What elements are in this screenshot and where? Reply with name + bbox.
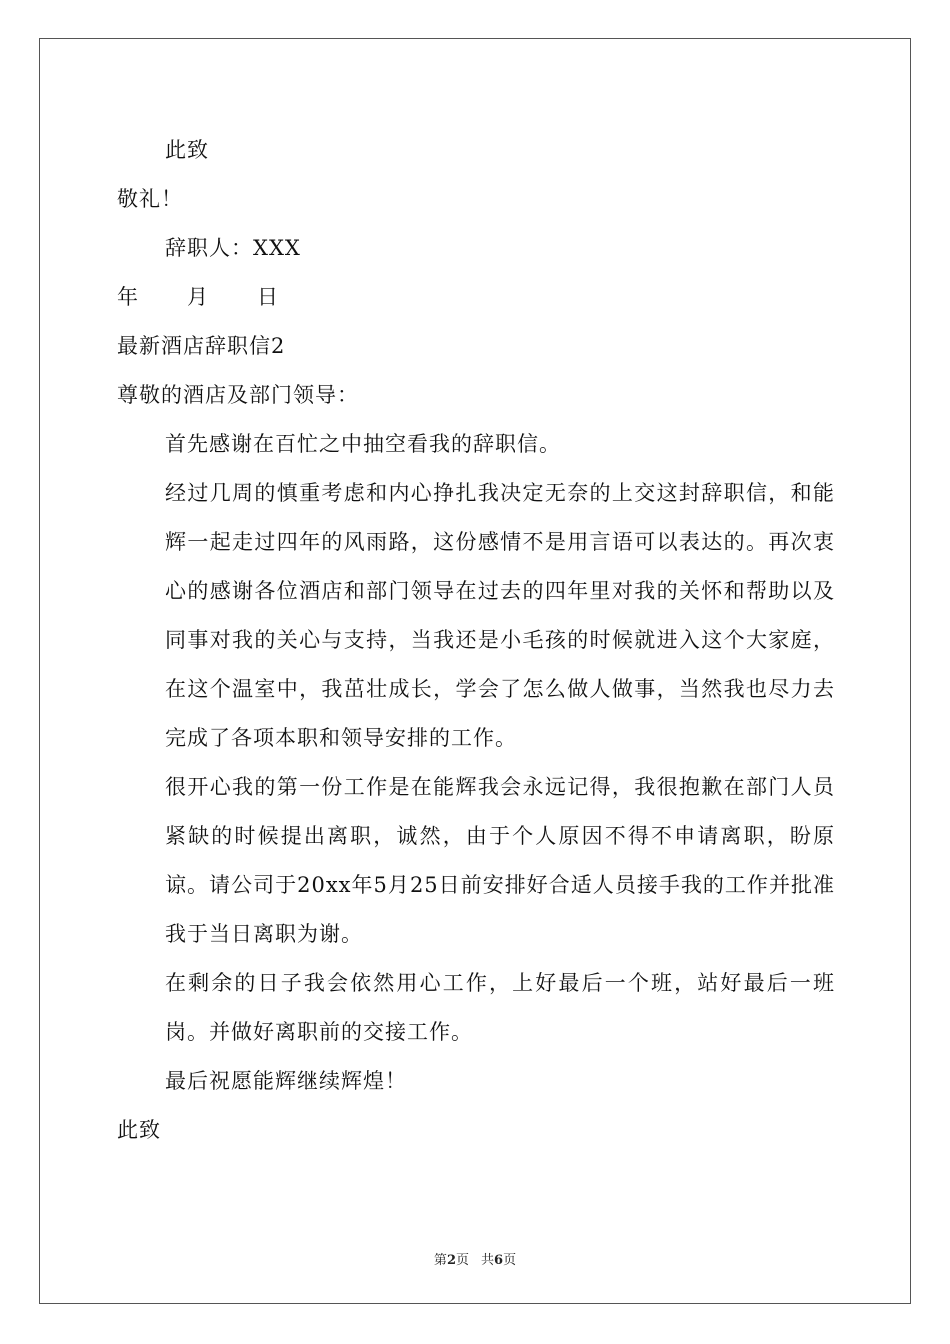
- paragraph: 经过几周的慎重考虑和内心挣扎我决定无奈的上交这封辞职信，和能辉一起走过四年的风雨路，这份感情不是用言语可以表达的。再次衷心的感谢各位酒店和部门领导在过去的四年里对我的关怀和帮助以及同事对我的关心与支持，当我还是小毛孩的时候就进入这个大家庭，在这个温室中，我茁壮成长，学会了怎么做人做事，当然我也尽力去完成了各项本职和领导安排的工作。: [165, 481, 835, 750]
- closing-line-2: 此致: [117, 1118, 161, 1142]
- page-suffix: 页: [455, 1253, 469, 1268]
- letter-title: 最新酒店辞职信2: [117, 334, 286, 358]
- salutation-line: 敬礼！: [117, 187, 183, 211]
- paragraph: 首先感谢在百忙之中抽空看我的辞职信。: [165, 432, 561, 456]
- date-day: 日: [257, 285, 279, 309]
- total-pages: 6: [494, 1253, 504, 1268]
- paragraph: 很开心我的第一份工作是在能辉我会永远记得，我很抱歉在部门人员紧缺的时候提出离职，诚然，由于个人原因不得不申请离职，盼原谅。请公司于20xx年5月25日前安排好合适人员接手我的工作并批准我于当日离职为谢。: [165, 775, 835, 946]
- date-line: [117, 273, 835, 322]
- paragraph: 在剩余的日子我会依然用心工作，上好最后一个班，站好最后一班岗。并做好离职前的交接工作。: [165, 971, 835, 1044]
- total-suffix: 页: [503, 1253, 517, 1268]
- date-month: 月: [187, 285, 209, 309]
- paragraph: 最后祝愿能辉继续辉煌！: [165, 1069, 407, 1093]
- page-prefix: 第: [433, 1253, 447, 1268]
- signer-line: 辞职人：XXX: [165, 236, 301, 260]
- greeting-line: 尊敬的酒店及部门领导：: [117, 383, 359, 407]
- date-year: 年: [117, 285, 139, 309]
- page-number: 2: [446, 1253, 456, 1268]
- document-body: [117, 126, 835, 1155]
- page-footer: [0, 1249, 950, 1268]
- closing-line: 此致: [165, 138, 209, 162]
- total-prefix: 共: [481, 1253, 495, 1268]
